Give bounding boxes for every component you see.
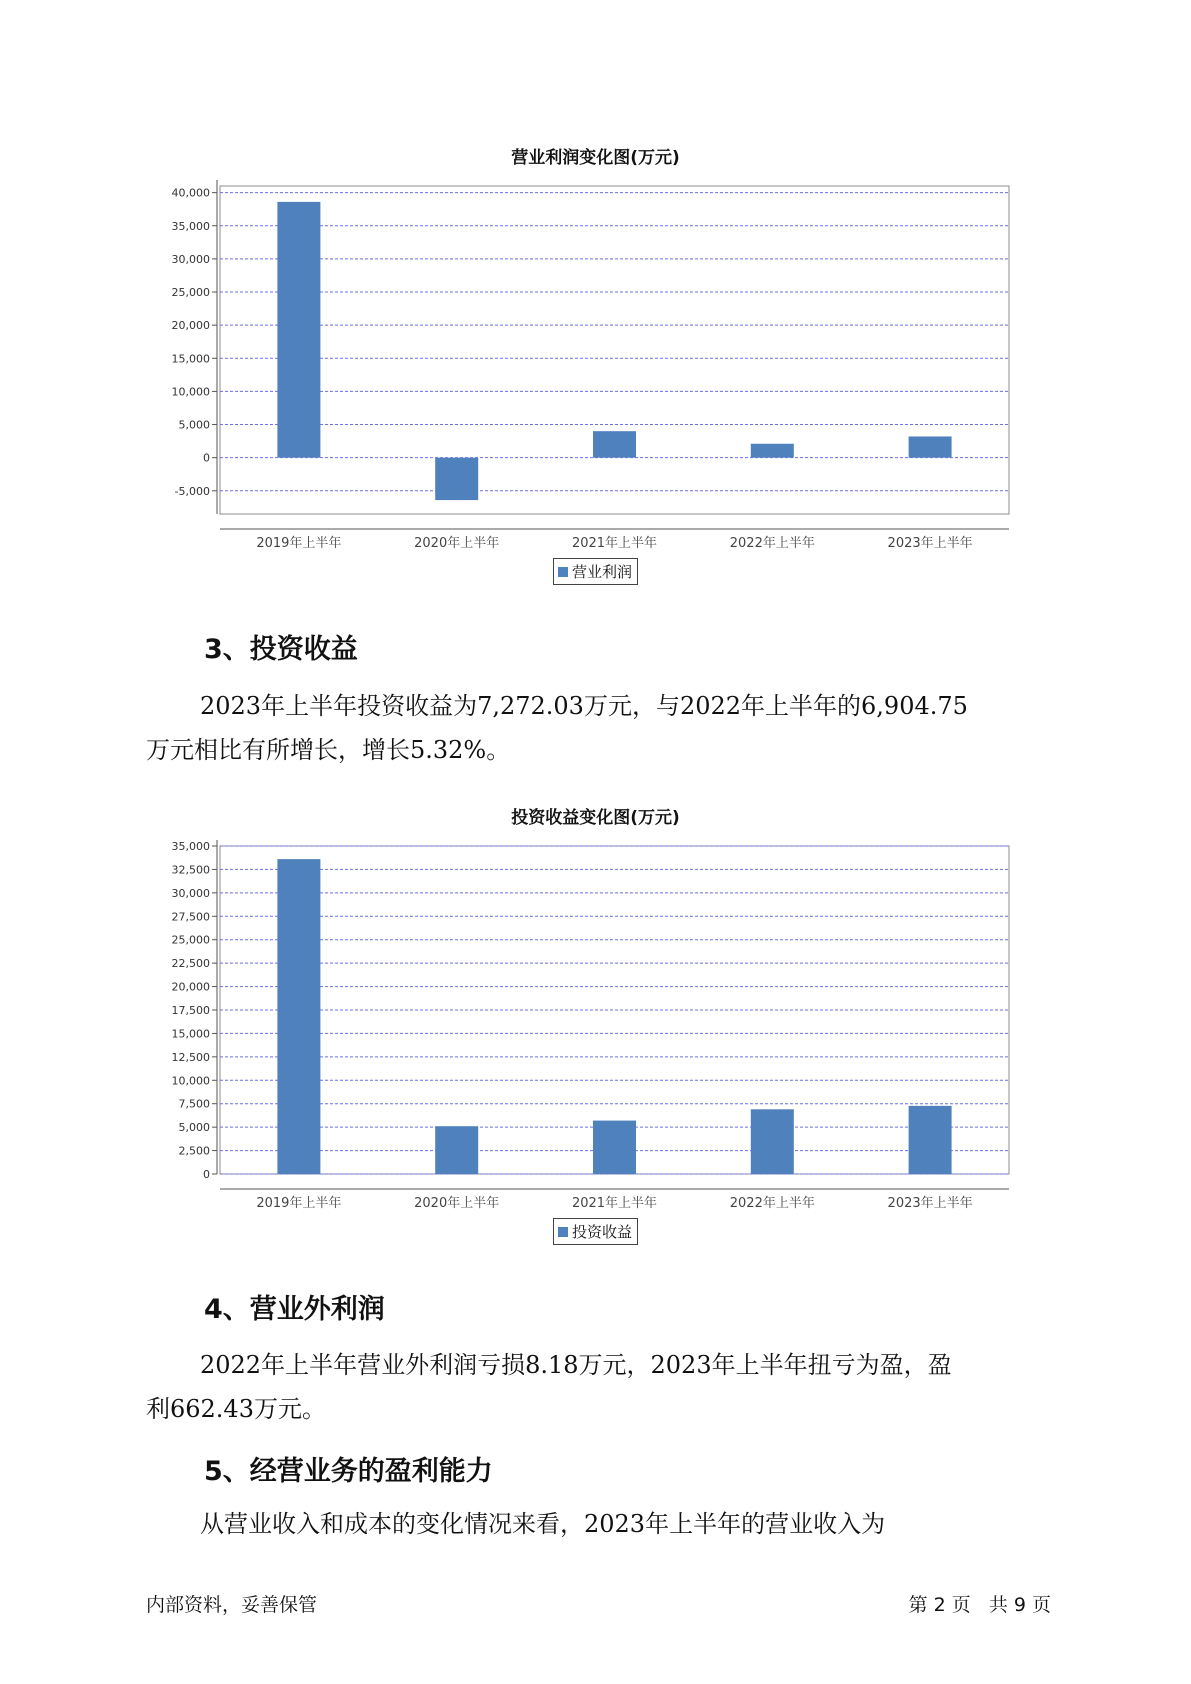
chart2-legend-label: 投资收益: [572, 1223, 633, 1241]
investment-income-chart: [0, 820, 1191, 1211]
y-tick-label: 30,000: [171, 252, 210, 266]
legend-swatch: [558, 1227, 568, 1237]
paragraph-line: 2022年上半年营业外利润亏损8.18万元，2023年上半年扭亏为盈，盈: [200, 1351, 952, 1379]
y-tick-label: 20,000: [171, 980, 210, 994]
y-tick-label: 20,000: [171, 319, 210, 333]
bar-2019年上半年: [277, 202, 320, 458]
y-tick-label: 10,000: [171, 1074, 210, 1088]
x-tick-label: 2020年上半年: [414, 1196, 500, 1211]
bar-2021年上半年: [593, 431, 636, 458]
y-tick-label: 7,500: [178, 1097, 210, 1111]
paragraph-line: 利662.43万元。: [146, 1395, 326, 1423]
bar-2020年上半年: [435, 458, 478, 500]
y-tick-label: 10,000: [171, 385, 210, 399]
bar-2022年上半年: [751, 1109, 794, 1174]
y-tick-label: 0: [203, 1168, 210, 1181]
paragraph-line: 从营业收入和成本的变化情况来看，2023年上半年的营业收入为: [200, 1510, 886, 1538]
section4-heading: 4、营业外利润: [204, 1294, 385, 1325]
bar-2019年上半年: [277, 859, 320, 1174]
y-tick-label: 25,000: [171, 286, 210, 300]
bar-2022年上半年: [751, 444, 794, 458]
y-tick-label: 32,500: [171, 863, 210, 877]
chart2-legend: [553, 1218, 638, 1245]
y-tick-label: 12,500: [171, 1050, 210, 1064]
y-tick-label: 5,000: [178, 418, 210, 432]
x-tick-label: 2023年上半年: [887, 536, 973, 551]
chart1-legend: [553, 558, 638, 585]
y-tick-label: -5,000: [174, 484, 210, 498]
bar-2020年上半年: [435, 1126, 478, 1174]
y-tick-label: 27,500: [171, 910, 210, 924]
chart2-title: 投资收益变化图(万元): [511, 808, 680, 828]
y-tick-label: 40,000: [171, 186, 210, 200]
legend-swatch: [558, 567, 568, 577]
y-tick-label: 35,000: [171, 219, 210, 233]
section5-heading: 5、经营业务的盈利能力: [204, 1456, 493, 1487]
y-tick-label: 0: [203, 451, 210, 465]
x-tick-label: 2021年上半年: [571, 536, 658, 551]
bar-2023年上半年: [909, 1106, 952, 1174]
y-tick-label: 35,000: [171, 840, 210, 853]
y-tick-label: 30,000: [171, 886, 210, 900]
x-tick-label: 2022年上半年: [729, 1196, 815, 1211]
x-tick-label: 2021年上半年: [571, 1196, 658, 1211]
y-tick-label: 15,000: [171, 352, 210, 366]
y-tick-label: 25,000: [171, 933, 210, 947]
plot-area: [220, 186, 1009, 514]
section3-paragraph: [146, 684, 1046, 772]
paragraph-line: 万元相比有所增长，增长5.32%。: [146, 736, 511, 764]
y-tick-label: 17,500: [171, 1004, 210, 1017]
paragraph-line: 2023年上半年投资收益为7,272.03万元，与2022年上半年的6,904.75: [200, 692, 968, 720]
y-tick-label: 22,500: [171, 957, 210, 971]
y-tick-label: 5,000: [178, 1121, 210, 1135]
bar-2021年上半年: [593, 1121, 636, 1174]
chart1-legend-label: 营业利润: [572, 563, 633, 581]
x-tick-label: 2019年上半年: [256, 1196, 342, 1211]
y-tick-label: 15,000: [171, 1027, 210, 1041]
x-tick-label: 2020年上半年: [414, 536, 500, 551]
operating-profit-chart: [0, 160, 1191, 551]
bar-2023年上半年: [909, 436, 952, 457]
section4-paragraph: [146, 1343, 1046, 1431]
y-tick-label: 2,500: [178, 1144, 210, 1158]
section3-heading: 3、投资收益: [204, 634, 358, 665]
chart1-title: 营业利润变化图(万元): [511, 148, 680, 168]
section5-paragraph: [146, 1502, 1046, 1546]
x-tick-label: 2023年上半年: [887, 1196, 973, 1211]
page-number: 第 2 页 共 9 页: [908, 1594, 1051, 1616]
x-tick-label: 2022年上半年: [729, 536, 815, 551]
footer-note: 内部资料，妥善保管: [146, 1594, 318, 1616]
x-tick-label: 2019年上半年: [256, 536, 342, 551]
